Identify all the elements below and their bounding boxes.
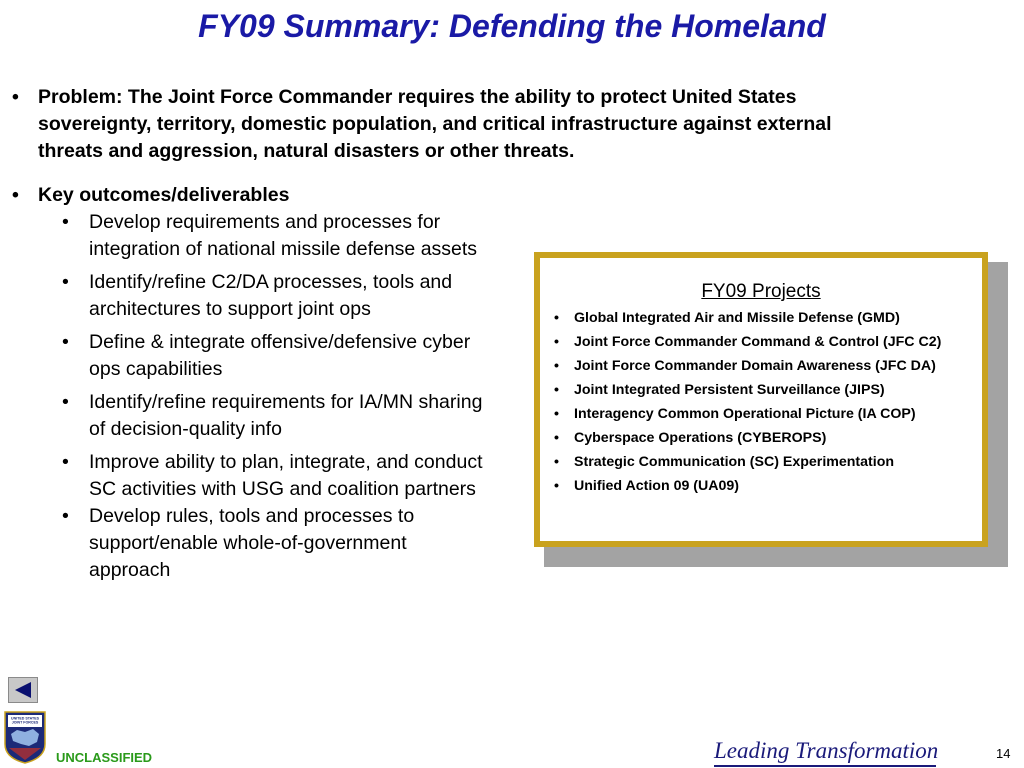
bullet-glyph: • <box>62 505 69 527</box>
previous-slide-button[interactable] <box>8 677 38 703</box>
bullet-glyph: • <box>554 454 559 470</box>
outcome-item <box>62 503 492 584</box>
outcome-item <box>62 389 492 443</box>
project-text: Cyberspace Operations (CYBEROPS) <box>574 430 827 446</box>
project-item <box>552 308 974 328</box>
project-text: Interagency Common Operational Picture (IA COP) <box>574 406 916 422</box>
outcomes-heading <box>12 182 492 209</box>
bullet-glyph: • <box>62 451 69 473</box>
outcome-item <box>62 329 492 383</box>
bullet-glyph: • <box>554 382 559 398</box>
outcome-text: Develop rules, tools and processes to support/enable whole-of-government approach <box>89 505 415 581</box>
projects-box <box>534 252 988 547</box>
project-item <box>552 404 974 424</box>
projects-box-title: FY09 Projects <box>701 281 821 302</box>
back-arrow-icon <box>15 682 31 698</box>
bullet-glyph: • <box>554 310 559 326</box>
bullet-glyph: • <box>12 86 19 108</box>
page-number: 14 <box>996 746 1011 761</box>
bullet-glyph: • <box>12 184 19 206</box>
projects-list <box>540 308 982 496</box>
project-item <box>552 380 974 400</box>
project-item <box>552 428 974 448</box>
bullet-glyph: • <box>554 406 559 422</box>
project-text: Joint Force Commander Command & Control (JFC C2) <box>574 334 942 350</box>
bullet-glyph: • <box>554 430 559 446</box>
bullet-glyph: • <box>62 211 69 233</box>
problem-statement <box>12 84 872 165</box>
tagline-underline <box>714 765 936 767</box>
outcome-item <box>62 269 492 323</box>
project-text: Unified Action 09 (UA09) <box>574 478 740 494</box>
seal-text: UNITED STATES <box>10 716 40 721</box>
outcome-text: Identify/refine C2/DA processes, tools and architectures to support joint ops <box>89 271 453 320</box>
project-item <box>552 356 974 376</box>
outcome-text: Develop requirements and processes for integration of national missile defense assets <box>89 211 478 260</box>
outcomes-section <box>12 182 492 584</box>
project-text: Joint Integrated Persistent Surveillance (JIPS) <box>574 382 885 398</box>
project-text: Global Integrated Air and Missile Defense (GMD) <box>574 310 900 326</box>
project-item <box>552 452 974 472</box>
project-item <box>552 476 974 496</box>
outcome-text: Improve ability to plan, integrate, and conduct SC activities with USG and coalition partners <box>89 451 483 500</box>
bullet-glyph: • <box>62 271 69 293</box>
bullet-glyph: • <box>554 478 559 494</box>
outcome-text: Identify/refine requirements for IA/MN sharing of decision-quality info <box>89 391 483 440</box>
outcome-item <box>62 209 492 263</box>
bullet-glyph: • <box>554 358 559 374</box>
project-text: Strategic Communication (SC) Experimentation <box>574 454 895 470</box>
project-item <box>552 332 974 352</box>
project-text: Joint Force Commander Domain Awareness (JFC DA) <box>574 358 936 374</box>
slide-title: FY09 Summary: Defending the Homeland <box>198 8 826 44</box>
tagline: Leading Transformation <box>714 738 939 763</box>
bullet-glyph: • <box>62 331 69 353</box>
problem-text: Problem: The Joint Force Commander requires the ability to protect United States sovereignty, territory, domestic population, and critical infrastructure against external threats and aggression, natural disasters or other threats. <box>38 86 832 162</box>
seal-text: JOINT FORCES <box>11 720 39 725</box>
outcome-text: Define & integrate offensive/defensive cyber ops capabilities <box>89 331 471 380</box>
outcome-item <box>62 449 492 503</box>
classification-label: UNCLASSIFIED <box>56 750 153 765</box>
outcomes-heading-text: Key outcomes/deliverables <box>38 184 290 206</box>
bullet-glyph: • <box>62 391 69 413</box>
jfcom-seal-icon <box>3 710 47 764</box>
bullet-glyph: • <box>554 334 559 350</box>
